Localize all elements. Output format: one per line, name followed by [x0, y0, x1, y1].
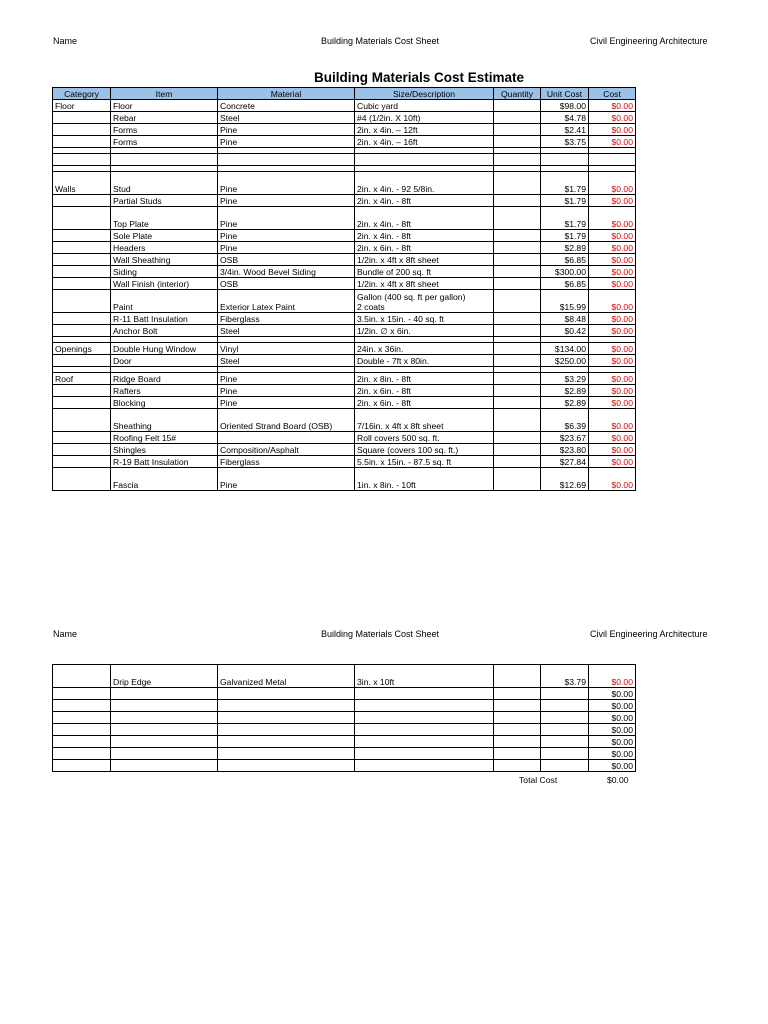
category-cell	[53, 136, 111, 148]
empty-cell	[355, 760, 494, 772]
empty-cell	[111, 736, 218, 748]
empty-cell	[111, 700, 218, 712]
category-cell	[53, 665, 111, 688]
empty-cell	[111, 688, 218, 700]
material-cell	[218, 432, 355, 444]
quantity-cell	[494, 266, 541, 278]
material-cell: 3/4in. Wood Bevel Siding	[218, 266, 355, 278]
unit-cost-cell: $1.79	[541, 230, 589, 242]
material-cell: Pine	[218, 385, 355, 397]
table-row	[53, 230, 636, 242]
cost-estimate-table	[52, 87, 636, 491]
material-cell: Pine	[218, 230, 355, 242]
unit-cost-cell: $250.00	[541, 355, 589, 367]
table-row	[53, 343, 636, 355]
item-cell: Blocking	[111, 397, 218, 409]
size-cell: 2in. x 6in. - 8ft	[355, 385, 494, 397]
category-cell	[53, 432, 111, 444]
col-header-category: Category	[53, 88, 111, 100]
quantity-cell	[494, 468, 541, 491]
unit-cost-cell: $2.89	[541, 397, 589, 409]
material-cell: Pine	[218, 172, 355, 195]
quantity-cell	[494, 385, 541, 397]
cost-cell: $0.00	[589, 355, 636, 367]
col-header-material: Material	[218, 88, 355, 100]
cost-cell: $0.00	[589, 278, 636, 290]
cost-cell: $0.00	[589, 468, 636, 491]
table-row	[53, 112, 636, 124]
cost-cell: $0.00	[589, 724, 636, 736]
page-title: Building Materials Cost Estimate	[313, 70, 525, 85]
unit-cost-cell: $1.79	[541, 207, 589, 230]
unit-cost-cell: $300.00	[541, 266, 589, 278]
category-cell	[53, 355, 111, 367]
cost-cell: $0.00	[589, 230, 636, 242]
table-row	[53, 724, 636, 736]
category-cell: Openings	[53, 343, 111, 355]
unit-cost-cell: $8.48	[541, 313, 589, 325]
material-cell: Vinyl	[218, 343, 355, 355]
category-cell	[53, 230, 111, 242]
quantity-cell	[494, 172, 541, 195]
empty-cell	[111, 712, 218, 724]
empty-cell	[355, 748, 494, 760]
material-cell: Exterior Latex Paint	[218, 290, 355, 313]
size-cell: 2in. x 6in. - 8ft	[355, 397, 494, 409]
table-row	[53, 373, 636, 385]
quantity-cell	[494, 230, 541, 242]
item-cell: Sole Plate	[111, 230, 218, 242]
item-cell: Wall Finish (interior)	[111, 278, 218, 290]
col-header-size: Size/Description	[355, 88, 494, 100]
empty-cell	[494, 736, 541, 748]
unit-cost-cell: $1.79	[541, 172, 589, 195]
quantity-cell	[494, 195, 541, 207]
category-cell	[53, 468, 111, 491]
course-label: Civil Engineering Architecture	[590, 36, 708, 46]
size-cell: Roll covers 500 sq. ft.	[355, 432, 494, 444]
quantity-cell	[494, 124, 541, 136]
cost-cell: $0.00	[589, 409, 636, 432]
category-cell	[53, 254, 111, 266]
category-cell: Walls	[53, 172, 111, 195]
item-cell: Shingles	[111, 444, 218, 456]
material-cell: Fiberglass	[218, 456, 355, 468]
table-body	[53, 100, 636, 491]
quantity-cell	[494, 207, 541, 230]
table-row	[53, 760, 636, 772]
sheet-title: Building Materials Cost Sheet	[321, 36, 440, 46]
table-row	[53, 409, 636, 432]
col-header-item: Item	[111, 88, 218, 100]
unit-cost-cell: $98.00	[541, 100, 589, 112]
cost-cell: $0.00	[589, 700, 636, 712]
size-cell: 2in. x 4in. – 16ft	[355, 136, 494, 148]
size-cell: 3.5in. x 15in. - 40 sq. ft	[355, 313, 494, 325]
material-cell: Pine	[218, 124, 355, 136]
empty-cell	[355, 700, 494, 712]
size-line-1: Gallon (400 sq. ft per gallon)	[357, 292, 466, 302]
cost-cell: $0.00	[589, 343, 636, 355]
table-row	[53, 100, 636, 112]
item-cell: Partial Studs	[111, 195, 218, 207]
cost-cell: $0.00	[589, 712, 636, 724]
material-cell: Pine	[218, 373, 355, 385]
empty-cell	[541, 154, 589, 166]
empty-cell	[494, 700, 541, 712]
name-label: Name	[53, 36, 78, 46]
size-cell: Bundle of 200 sq. ft	[355, 266, 494, 278]
category-cell	[53, 112, 111, 124]
category-cell: Floor	[53, 100, 111, 112]
empty-cell	[355, 712, 494, 724]
item-cell: Rebar	[111, 112, 218, 124]
empty-cell	[111, 748, 218, 760]
category-cell	[53, 444, 111, 456]
category-cell	[53, 385, 111, 397]
category-cell	[53, 325, 111, 337]
table-row	[53, 313, 636, 325]
table-row	[53, 355, 636, 367]
item-cell: Ridge Board	[111, 373, 218, 385]
table-row	[53, 325, 636, 337]
quantity-cell	[494, 373, 541, 385]
item-cell: Drip Edge	[111, 665, 218, 688]
unit-cost-cell: $6.85	[541, 278, 589, 290]
empty-cell	[218, 688, 355, 700]
cost-cell: $0.00	[589, 432, 636, 444]
material-cell: Concrete	[218, 100, 355, 112]
cost-cell: $0.00	[589, 748, 636, 760]
size-cell: 1/2in. x 4ft x 8ft sheet	[355, 254, 494, 266]
cost-cell: $0.00	[589, 112, 636, 124]
cost-cell: $0.00	[589, 207, 636, 230]
size-cell: 2in. x 4in. - 8ft	[355, 195, 494, 207]
item-cell: Forms	[111, 136, 218, 148]
unit-cost-cell: $6.85	[541, 254, 589, 266]
unit-cost-cell: $27.84	[541, 456, 589, 468]
table-row	[53, 254, 636, 266]
item-cell: Double Hung Window	[111, 343, 218, 355]
table-row	[53, 172, 636, 195]
cost-cell: $0.00	[589, 100, 636, 112]
item-cell: Headers	[111, 242, 218, 254]
empty-cell	[111, 760, 218, 772]
table-row	[53, 242, 636, 254]
empty-cell	[218, 724, 355, 736]
empty-cell	[355, 154, 494, 166]
cost-cell: $0.00	[589, 385, 636, 397]
cost-cell: $0.00	[589, 313, 636, 325]
empty-cell	[541, 736, 589, 748]
unit-cost-cell: $3.29	[541, 373, 589, 385]
material-cell: Pine	[218, 468, 355, 491]
table-row	[53, 124, 636, 136]
unit-cost-cell: $23.80	[541, 444, 589, 456]
size-cell	[355, 290, 494, 313]
category-cell	[53, 456, 111, 468]
size-cell: 7/16in. x 4ft x 8ft sheet	[355, 409, 494, 432]
material-cell: Steel	[218, 355, 355, 367]
item-cell: Anchor Bolt	[111, 325, 218, 337]
category-cell	[53, 290, 111, 313]
empty-cell	[494, 712, 541, 724]
table-row	[53, 266, 636, 278]
size-cell: 3in. x 10ft	[355, 665, 494, 688]
size-cell: 2in. x 8in. - 8ft	[355, 373, 494, 385]
material-cell: Pine	[218, 195, 355, 207]
table-body-continued	[53, 665, 636, 772]
empty-cell	[541, 760, 589, 772]
cost-cell: $0.00	[589, 760, 636, 772]
category-cell	[53, 313, 111, 325]
quantity-cell	[494, 278, 541, 290]
size-cell: 2in. x 4in. – 12ft	[355, 124, 494, 136]
size-cell: 2in. x 4in. - 8ft	[355, 230, 494, 242]
unit-cost-cell: $2.89	[541, 242, 589, 254]
item-cell: Stud	[111, 172, 218, 195]
empty-row	[53, 154, 636, 166]
item-cell: Floor	[111, 100, 218, 112]
empty-cell	[541, 712, 589, 724]
material-cell: Steel	[218, 325, 355, 337]
cost-cell: $0.00	[589, 195, 636, 207]
quantity-cell	[494, 355, 541, 367]
item-cell: R-19 Batt Insulation	[111, 456, 218, 468]
size-cell: 1/2in. ∅ x 6in.	[355, 325, 494, 337]
category-cell	[53, 397, 111, 409]
cost-cell: $0.00	[589, 373, 636, 385]
quantity-cell	[494, 665, 541, 688]
cost-cell: $0.00	[589, 242, 636, 254]
empty-cell	[494, 724, 541, 736]
item-cell: Roofing Felt 15#	[111, 432, 218, 444]
category-cell	[53, 207, 111, 230]
category-cell	[53, 278, 111, 290]
empty-cell	[541, 724, 589, 736]
col-header-cost: Cost	[589, 88, 636, 100]
unit-cost-cell: $12.69	[541, 468, 589, 491]
material-cell: Pine	[218, 136, 355, 148]
category-cell	[53, 409, 111, 432]
material-cell: Steel	[218, 112, 355, 124]
cost-cell: $0.00	[589, 290, 636, 313]
empty-cell	[111, 724, 218, 736]
col-header-unit-cost: Unit Cost	[541, 88, 589, 100]
table-header-row	[53, 88, 636, 100]
size-cell: 24in. x 36in.	[355, 343, 494, 355]
size-cell: 2in. x 6in. - 8ft	[355, 242, 494, 254]
cost-cell: $0.00	[589, 325, 636, 337]
category-cell: Roof	[53, 373, 111, 385]
table-row	[53, 712, 636, 724]
table-row	[53, 665, 636, 688]
material-cell: Galvanized Metal	[218, 665, 355, 688]
item-cell: Wall Sheathing	[111, 254, 218, 266]
name-label-page2: Name	[53, 629, 78, 639]
cost-cell: $0.00	[589, 736, 636, 748]
cost-cell: $0.00	[589, 444, 636, 456]
table-row	[53, 290, 636, 313]
item-cell: Forms	[111, 124, 218, 136]
empty-cell	[355, 724, 494, 736]
cost-cell: $0.00	[589, 254, 636, 266]
table-row	[53, 278, 636, 290]
cost-estimate-table-continued	[52, 664, 636, 772]
table-row	[53, 444, 636, 456]
item-cell: Siding	[111, 266, 218, 278]
empty-cell	[218, 154, 355, 166]
category-cell	[53, 124, 111, 136]
table-row	[53, 397, 636, 409]
material-cell: Composition/Asphalt	[218, 444, 355, 456]
table-row	[53, 385, 636, 397]
unit-cost-cell: $3.79	[541, 665, 589, 688]
size-cell: Double - 7ft x 80in.	[355, 355, 494, 367]
empty-cell	[218, 712, 355, 724]
table-row	[53, 700, 636, 712]
table-row	[53, 456, 636, 468]
unit-cost-cell: $2.41	[541, 124, 589, 136]
cost-cell: $0.00	[589, 172, 636, 195]
unit-cost-cell: $3.75	[541, 136, 589, 148]
empty-cell	[53, 748, 111, 760]
size-cell: 2in. x 4in. - 92 5/8in.	[355, 172, 494, 195]
empty-cell	[355, 688, 494, 700]
empty-cell	[53, 688, 111, 700]
table-row	[53, 136, 636, 148]
size-cell: Square (covers 100 sq. ft.)	[355, 444, 494, 456]
quantity-cell	[494, 325, 541, 337]
empty-cell	[53, 712, 111, 724]
quantity-cell	[494, 432, 541, 444]
item-cell: Fascia	[111, 468, 218, 491]
cost-cell: $0.00	[589, 688, 636, 700]
unit-cost-cell: $2.89	[541, 385, 589, 397]
category-cell	[53, 242, 111, 254]
material-cell: Pine	[218, 242, 355, 254]
empty-cell	[589, 154, 636, 166]
quantity-cell	[494, 100, 541, 112]
quantity-cell	[494, 409, 541, 432]
size-line-2: 2 coats	[357, 302, 385, 312]
empty-cell	[541, 748, 589, 760]
size-cell: 1/2in. x 4ft x 8ft sheet	[355, 278, 494, 290]
category-cell	[53, 195, 111, 207]
empty-cell	[494, 760, 541, 772]
item-cell: Top Plate	[111, 207, 218, 230]
empty-cell	[494, 154, 541, 166]
total-cost-value: $0.00	[607, 775, 629, 785]
empty-cell	[218, 736, 355, 748]
table-row	[53, 748, 636, 760]
quantity-cell	[494, 313, 541, 325]
table-row	[53, 432, 636, 444]
empty-cell	[53, 724, 111, 736]
cost-cell: $0.00	[589, 266, 636, 278]
material-cell: Pine	[218, 207, 355, 230]
unit-cost-cell: $1.79	[541, 195, 589, 207]
material-cell: OSB	[218, 254, 355, 266]
size-cell: #4 (1/2in. X 10ft)	[355, 112, 494, 124]
quantity-cell	[494, 242, 541, 254]
item-cell: Paint	[111, 290, 218, 313]
total-cost-label: Total Cost	[519, 775, 558, 785]
quantity-cell	[494, 254, 541, 266]
table-row	[53, 195, 636, 207]
sheet-title-page2: Building Materials Cost Sheet	[321, 629, 440, 639]
quantity-cell	[494, 397, 541, 409]
item-cell: R-11 Batt Insulation	[111, 313, 218, 325]
material-cell: Pine	[218, 397, 355, 409]
quantity-cell	[494, 112, 541, 124]
col-header-quantity: Quantity	[494, 88, 541, 100]
size-cell: 1in. x 8in. - 10ft	[355, 468, 494, 491]
size-cell: Cubic yard	[355, 100, 494, 112]
empty-cell	[218, 700, 355, 712]
item-cell: Rafters	[111, 385, 218, 397]
empty-cell	[494, 748, 541, 760]
empty-cell	[53, 700, 111, 712]
unit-cost-cell: $134.00	[541, 343, 589, 355]
table-row	[53, 468, 636, 491]
cost-cell: $0.00	[589, 665, 636, 688]
quantity-cell	[494, 343, 541, 355]
cost-cell: $0.00	[589, 124, 636, 136]
empty-cell	[111, 154, 218, 166]
material-cell: Fiberglass	[218, 313, 355, 325]
unit-cost-cell: $6.39	[541, 409, 589, 432]
size-cell: 2in. x 4in. - 8ft	[355, 207, 494, 230]
material-cell: OSB	[218, 278, 355, 290]
empty-cell	[355, 736, 494, 748]
empty-cell	[53, 154, 111, 166]
empty-cell	[53, 760, 111, 772]
quantity-cell	[494, 136, 541, 148]
quantity-cell	[494, 444, 541, 456]
size-cell: 5.5in. x 15in. - 87.5 sq. ft	[355, 456, 494, 468]
empty-cell	[53, 736, 111, 748]
unit-cost-cell: $15.99	[541, 290, 589, 313]
course-label-page2: Civil Engineering Architecture	[590, 629, 708, 639]
empty-cell	[541, 700, 589, 712]
empty-cell	[218, 760, 355, 772]
cost-cell: $0.00	[589, 397, 636, 409]
quantity-cell	[494, 290, 541, 313]
table-row	[53, 688, 636, 700]
unit-cost-cell: $0.42	[541, 325, 589, 337]
item-cell: Door	[111, 355, 218, 367]
cost-cell: $0.00	[589, 136, 636, 148]
table-row	[53, 736, 636, 748]
unit-cost-cell: $23.67	[541, 432, 589, 444]
empty-cell	[218, 748, 355, 760]
empty-cell	[494, 688, 541, 700]
cost-cell: $0.00	[589, 456, 636, 468]
empty-cell	[541, 688, 589, 700]
material-cell: Oriented Strand Board (OSB)	[218, 409, 355, 432]
item-cell: Sheathing	[111, 409, 218, 432]
unit-cost-cell: $4.78	[541, 112, 589, 124]
table-row	[53, 207, 636, 230]
quantity-cell	[494, 456, 541, 468]
category-cell	[53, 266, 111, 278]
